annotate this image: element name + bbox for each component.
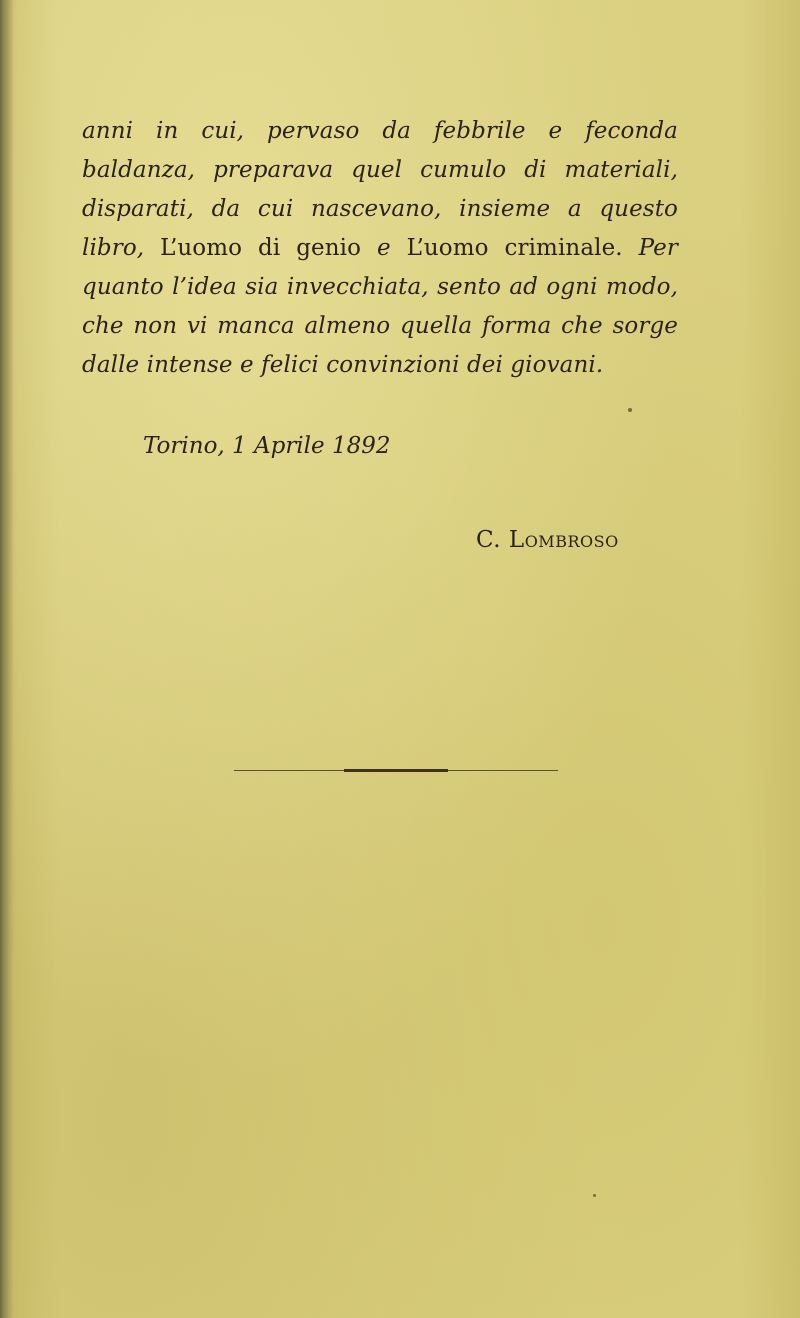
section-rule-center xyxy=(344,769,448,772)
dateline: Torino, 1 Aprile 1892 xyxy=(143,433,391,459)
page-binding-edge xyxy=(0,0,14,1318)
preface-paragraph xyxy=(82,112,678,385)
signature-initial: C. L xyxy=(476,527,525,553)
body-text xyxy=(82,112,678,385)
book-title-genio: L’uomo di genio xyxy=(160,235,362,261)
book-title-criminale: L’uomo criminale. xyxy=(406,235,623,261)
paper-speck xyxy=(593,1194,596,1197)
author-signature xyxy=(476,522,619,558)
paragraph-segment-1: anni in cui, pervaso da febbrile e feconda baldanza, preparava quel cumulo di materiali, disparati, da cui nascevano, insieme a questo libro, xyxy=(82,118,678,261)
signature-surname: ombroso xyxy=(524,527,619,553)
paragraph-segment-5: Per quanto l’idea sia invecchiata, sento ad ogni modo, che non vi manca almeno quella forma che sorge dalle intense e felici convinzioni dei giovani. xyxy=(82,235,678,378)
paper-speck xyxy=(628,408,632,412)
paragraph-segment-3: e xyxy=(361,235,407,261)
